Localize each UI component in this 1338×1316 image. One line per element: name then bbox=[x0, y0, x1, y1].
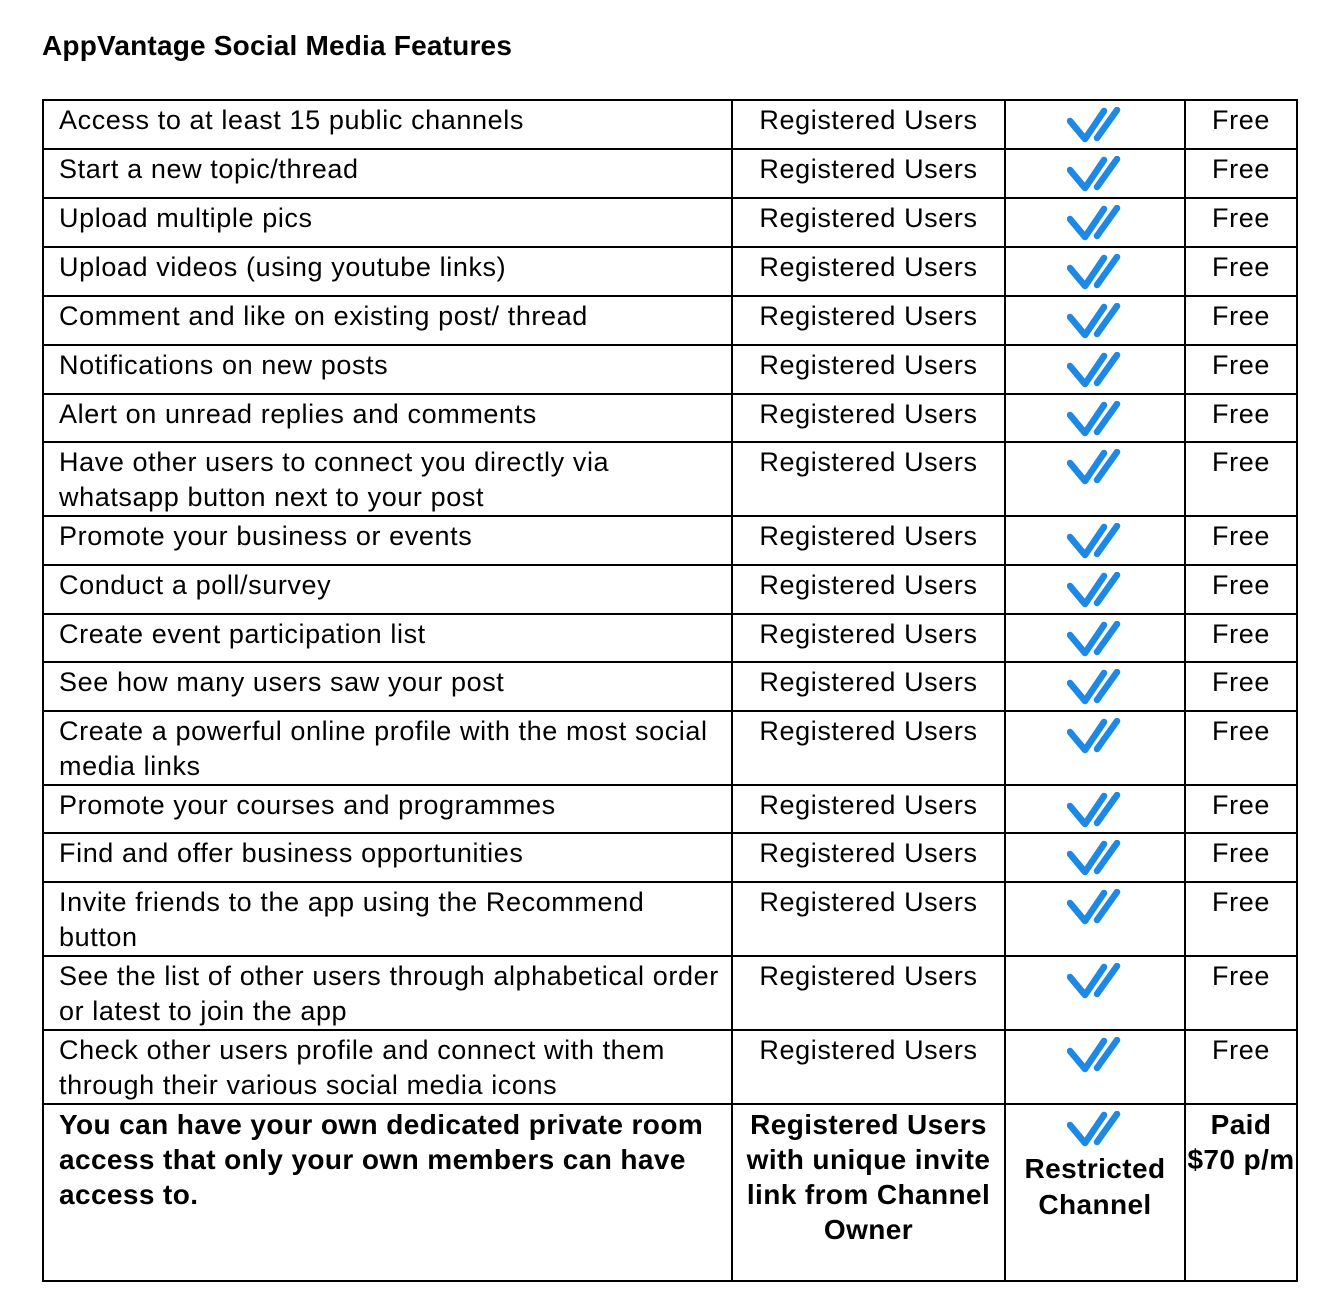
feature-cell: Access to at least 15 public channels bbox=[43, 100, 732, 149]
table-row bbox=[43, 1104, 1297, 1281]
table-row bbox=[43, 614, 1297, 662]
feature-cell: See how many users saw your post bbox=[43, 662, 732, 711]
audience-cell: Registered Users bbox=[732, 442, 1005, 516]
table-row bbox=[43, 247, 1297, 296]
price-cell: Free bbox=[1185, 662, 1297, 711]
price-cell: Free bbox=[1185, 149, 1297, 198]
price-cell: Free bbox=[1185, 442, 1297, 516]
price-cell: Free bbox=[1185, 247, 1297, 296]
audience-cell: Registered Users bbox=[732, 296, 1005, 345]
availability-cell bbox=[1005, 956, 1185, 1030]
price-cell: Free bbox=[1185, 565, 1297, 614]
price-cell: Free bbox=[1185, 956, 1297, 1030]
table-row bbox=[43, 833, 1297, 882]
audience-cell: Registered Users bbox=[732, 565, 1005, 614]
table-row bbox=[43, 956, 1297, 1030]
audience-cell: Registered Users bbox=[732, 882, 1005, 956]
table-row bbox=[43, 785, 1297, 833]
feature-cell: Promote your business or events bbox=[43, 516, 732, 565]
audience-cell: Registered Users bbox=[732, 1030, 1005, 1104]
feature-cell: Start a new topic/thread bbox=[43, 149, 732, 198]
price-cell: Free bbox=[1185, 833, 1297, 882]
audience-cell: Registered Users bbox=[732, 662, 1005, 711]
availability-cell bbox=[1005, 149, 1185, 198]
double-check-icon bbox=[1006, 254, 1184, 290]
double-check-icon bbox=[1006, 572, 1184, 608]
price-cell: Free bbox=[1185, 198, 1297, 247]
double-check-icon bbox=[1006, 889, 1184, 925]
feature-cell: Conduct a poll/survey bbox=[43, 565, 732, 614]
price-cell: Free bbox=[1185, 614, 1297, 662]
feature-cell: Find and offer business opportunities bbox=[43, 833, 732, 882]
availability-cell bbox=[1005, 662, 1185, 711]
availability-cell bbox=[1005, 785, 1185, 833]
table-row bbox=[43, 345, 1297, 394]
availability-cell bbox=[1005, 882, 1185, 956]
table-row bbox=[43, 100, 1297, 149]
double-check-icon bbox=[1006, 621, 1184, 657]
audience-cell: Registered Users bbox=[732, 956, 1005, 1030]
availability-cell bbox=[1005, 296, 1185, 345]
feature-cell: Have other users to connect you directly via whatsapp button next to your post bbox=[43, 442, 732, 516]
price-cell: Paid $70 p/m bbox=[1185, 1104, 1297, 1281]
double-check-icon bbox=[1006, 449, 1184, 485]
availability-cell bbox=[1005, 100, 1185, 149]
double-check-icon bbox=[1006, 1037, 1184, 1073]
availability-cell bbox=[1005, 516, 1185, 565]
audience-cell: Registered Users bbox=[732, 198, 1005, 247]
audience-cell: Registered Users bbox=[732, 785, 1005, 833]
double-check-icon bbox=[1006, 523, 1184, 559]
table-row bbox=[43, 1030, 1297, 1104]
audience-cell: Registered Users bbox=[732, 247, 1005, 296]
table-row bbox=[43, 442, 1297, 516]
availability-cell bbox=[1005, 394, 1185, 442]
feature-cell: Upload multiple pics bbox=[43, 198, 732, 247]
availability-cell bbox=[1005, 198, 1185, 247]
audience-cell: Registered Users bbox=[732, 833, 1005, 882]
page-title: AppVantage Social Media Features bbox=[42, 30, 513, 61]
audience-cell: Registered Users bbox=[732, 516, 1005, 565]
double-check-icon bbox=[1006, 840, 1184, 876]
double-check-icon bbox=[1006, 107, 1184, 143]
price-cell: Free bbox=[1185, 1030, 1297, 1104]
feature-cell: Invite friends to the app using the Recommend button bbox=[43, 882, 732, 956]
availability-cell bbox=[1005, 442, 1185, 516]
feature-cell: Check other users profile and connect with them through their various social media icons bbox=[43, 1030, 732, 1104]
double-check-icon bbox=[1006, 401, 1184, 437]
table-row bbox=[43, 516, 1297, 565]
feature-cell: Promote your courses and programmes bbox=[43, 785, 732, 833]
price-cell: Free bbox=[1185, 100, 1297, 149]
availability-cell bbox=[1005, 711, 1185, 785]
audience-cell: Registered Users bbox=[732, 394, 1005, 442]
feature-cell: Create event participation list bbox=[43, 614, 732, 662]
price-cell: Free bbox=[1185, 711, 1297, 785]
table-row bbox=[43, 198, 1297, 247]
price-cell: Free bbox=[1185, 296, 1297, 345]
feature-cell: Create a powerful online profile with the most social media links bbox=[43, 711, 732, 785]
price-cell: Free bbox=[1185, 345, 1297, 394]
price-cell: Free bbox=[1185, 785, 1297, 833]
price-cell: Free bbox=[1185, 394, 1297, 442]
table-row bbox=[43, 394, 1297, 442]
availability-cell bbox=[1005, 833, 1185, 882]
table-row bbox=[43, 711, 1297, 785]
feature-cell: See the list of other users through alphabetical order or latest to join the app bbox=[43, 956, 732, 1030]
feature-cell: Comment and like on existing post/ thread bbox=[43, 296, 732, 345]
double-check-icon bbox=[1006, 303, 1184, 339]
table-row bbox=[43, 662, 1297, 711]
double-check-icon bbox=[1006, 352, 1184, 388]
double-check-icon bbox=[1006, 669, 1184, 705]
table-row bbox=[43, 565, 1297, 614]
feature-cell: Alert on unread replies and comments bbox=[43, 394, 732, 442]
price-cell: Free bbox=[1185, 516, 1297, 565]
features-table bbox=[42, 99, 1298, 1282]
availability-cell bbox=[1005, 345, 1185, 394]
availability-cell bbox=[1005, 565, 1185, 614]
double-check-icon bbox=[1006, 792, 1184, 828]
table-row bbox=[43, 296, 1297, 345]
table-row bbox=[43, 149, 1297, 198]
availability-cell bbox=[1005, 1030, 1185, 1104]
restricted-channel-label: Restricted Channel bbox=[1024, 1153, 1166, 1220]
audience-cell: Registered Users with unique invite link from Channel Owner bbox=[732, 1104, 1005, 1281]
feature-cell: You can have your own dedicated private room access that only your own members can have access to. bbox=[43, 1104, 732, 1281]
feature-cell: Upload videos (using youtube links) bbox=[43, 247, 732, 296]
availability-cell bbox=[1005, 614, 1185, 662]
feature-cell: Notifications on new posts bbox=[43, 345, 732, 394]
audience-cell: Registered Users bbox=[732, 100, 1005, 149]
audience-cell: Registered Users bbox=[732, 711, 1005, 785]
audience-cell: Registered Users bbox=[732, 149, 1005, 198]
audience-cell: Registered Users bbox=[732, 614, 1005, 662]
audience-cell: Registered Users bbox=[732, 345, 1005, 394]
double-check-icon bbox=[1006, 1111, 1184, 1147]
availability-cell bbox=[1005, 1104, 1185, 1281]
double-check-icon bbox=[1006, 156, 1184, 192]
double-check-icon bbox=[1006, 718, 1184, 754]
table-row bbox=[43, 882, 1297, 956]
price-cell: Free bbox=[1185, 882, 1297, 956]
double-check-icon bbox=[1006, 205, 1184, 241]
double-check-icon bbox=[1006, 963, 1184, 999]
availability-cell bbox=[1005, 247, 1185, 296]
